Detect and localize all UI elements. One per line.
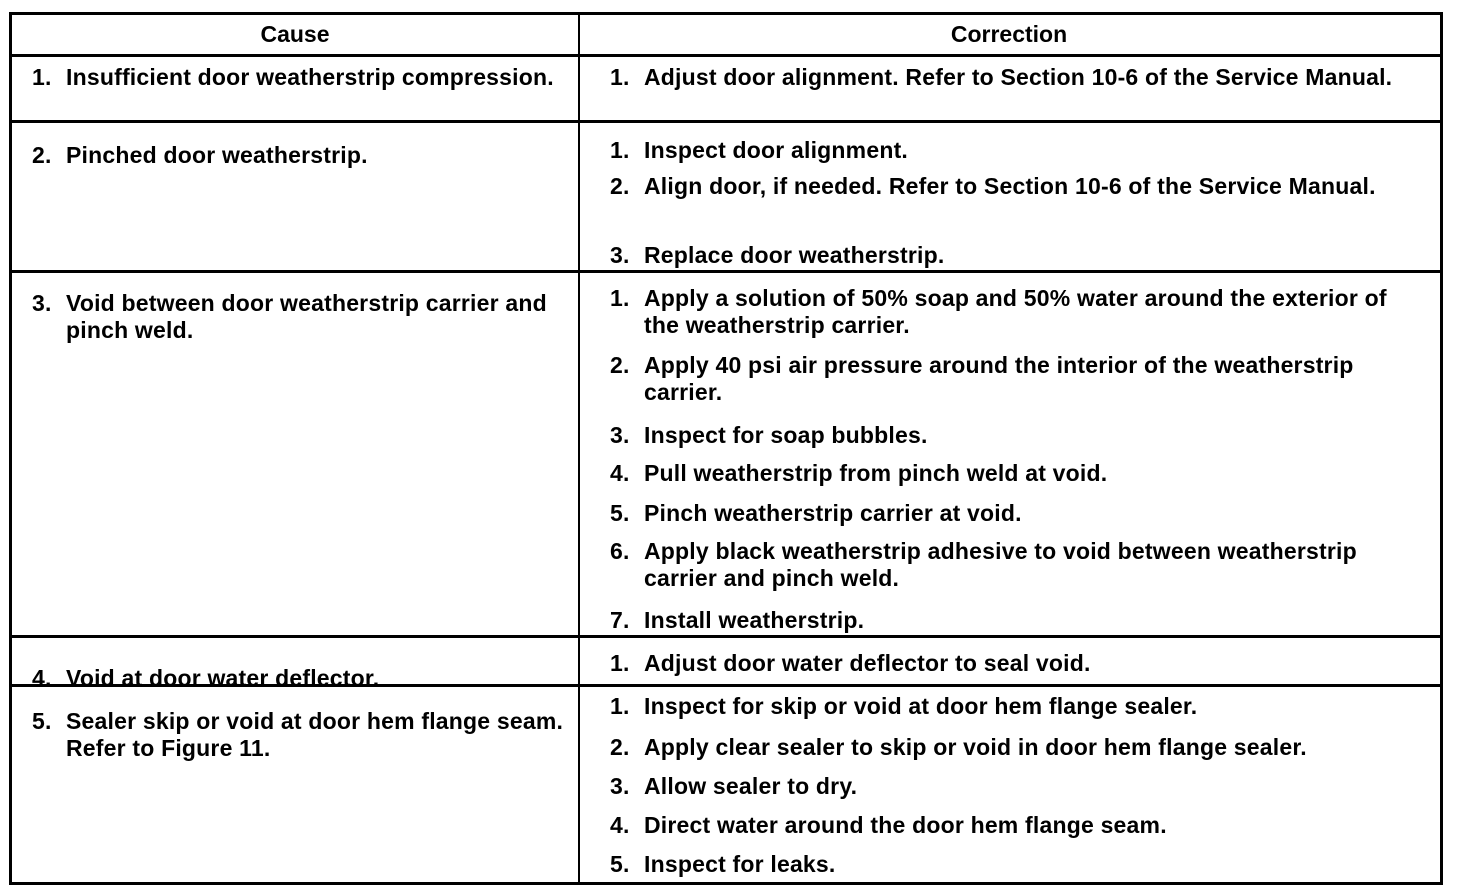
- table-row: [12, 687, 1440, 882]
- correction-step: [610, 693, 1410, 720]
- step-number: 6.: [610, 538, 630, 564]
- step-text: Apply clear sealer to skip or void in door hem flange sealer.: [644, 734, 1307, 760]
- correction-step: [610, 422, 1410, 449]
- step-text: Inspect door alignment.: [644, 137, 909, 163]
- step-text: Apply black weatherstrip adhesive to void between weatherstrip carrier and pinch weld.: [644, 538, 1357, 591]
- step-number: 2.: [610, 173, 630, 199]
- step-text: Inspect for skip or void at door hem flange sealer.: [644, 693, 1198, 719]
- table-row: [12, 638, 1440, 691]
- cause-number: 3.: [32, 290, 52, 316]
- correction-step: [610, 242, 1410, 269]
- cause-text: Void between door weatherstrip carrier and pinch weld.: [66, 290, 547, 343]
- step-text: Direct water around the door hem flange seam.: [644, 812, 1167, 838]
- cause-number: 2.: [32, 142, 52, 168]
- step-text: Replace door weatherstrip.: [644, 242, 945, 268]
- correction-step: [610, 538, 1410, 592]
- cause-number: 1.: [32, 64, 52, 90]
- correction-step: [610, 851, 1410, 878]
- cause-item: [32, 142, 564, 169]
- step-number: 3.: [610, 773, 630, 799]
- step-text: Allow sealer to dry.: [644, 773, 858, 799]
- cause-number: 5.: [32, 708, 52, 734]
- cause-item: [32, 708, 564, 762]
- step-number: 3.: [610, 242, 630, 268]
- step-text: Apply 40 psi air pressure around the interior of the weatherstrip carrier.: [644, 352, 1354, 405]
- cause-text: Pinched door weatherstrip.: [66, 142, 368, 168]
- step-number: 5.: [610, 500, 630, 526]
- correction-column-header: Correction: [950, 21, 1068, 47]
- table-row: [12, 57, 1440, 123]
- correction-step: [610, 812, 1410, 839]
- cause-item: [32, 64, 564, 91]
- cause-text: Void at door water deflector.: [66, 665, 380, 691]
- troubleshooting-table: [9, 12, 1443, 885]
- correction-step: [610, 500, 1410, 527]
- correction-step: [610, 137, 1410, 164]
- step-text: Adjust door alignment. Refer to Section 10-6 of the Service Manual.: [644, 64, 1393, 90]
- step-number: 4.: [610, 460, 630, 486]
- cause-item: [32, 290, 564, 344]
- correction-step: [610, 285, 1410, 339]
- step-number: 1.: [610, 64, 630, 90]
- step-number: 2.: [610, 352, 630, 378]
- correction-step: [610, 173, 1410, 200]
- step-number: 1.: [610, 137, 630, 163]
- step-number: 2.: [610, 734, 630, 760]
- step-number: 4.: [610, 812, 630, 838]
- step-text: Install weatherstrip.: [644, 607, 865, 633]
- cause-number: 4.: [32, 665, 52, 691]
- step-text: Adjust door water deflector to seal void.: [644, 650, 1091, 676]
- step-text: Inspect for leaks.: [644, 851, 836, 877]
- step-text: Pull weatherstrip from pinch weld at void.: [644, 460, 1108, 486]
- step-number: 1.: [610, 650, 630, 676]
- cause-column-header: Cause: [260, 21, 330, 47]
- step-number: 5.: [610, 851, 630, 877]
- correction-step: [610, 64, 1410, 91]
- step-number: 7.: [610, 607, 630, 633]
- cause-text: Insufficient door weatherstrip compression.: [66, 64, 554, 90]
- step-text: Align door, if needed. Refer to Section 10-6 of the Service Manual.: [644, 173, 1376, 199]
- correction-step: [610, 460, 1410, 487]
- step-text: Inspect for soap bubbles.: [644, 422, 928, 448]
- correction-step: [610, 352, 1410, 406]
- step-number: 3.: [610, 422, 630, 448]
- step-text: Apply a solution of 50% soap and 50% water around the exterior of the weatherstrip carrier.: [644, 285, 1387, 338]
- correction-step: [610, 650, 1410, 677]
- table-header: [12, 15, 1440, 57]
- step-number: 1.: [610, 285, 630, 311]
- step-text: Pinch weatherstrip carrier at void.: [644, 500, 1022, 526]
- correction-step: [610, 734, 1410, 761]
- correction-step: [610, 773, 1410, 800]
- correction-step: [610, 607, 1410, 634]
- table-row: [12, 123, 1440, 273]
- step-number: 1.: [610, 693, 630, 719]
- cause-text: Sealer skip or void at door hem flange seam. Refer to Figure 11.: [66, 708, 564, 761]
- table-row: [12, 273, 1440, 638]
